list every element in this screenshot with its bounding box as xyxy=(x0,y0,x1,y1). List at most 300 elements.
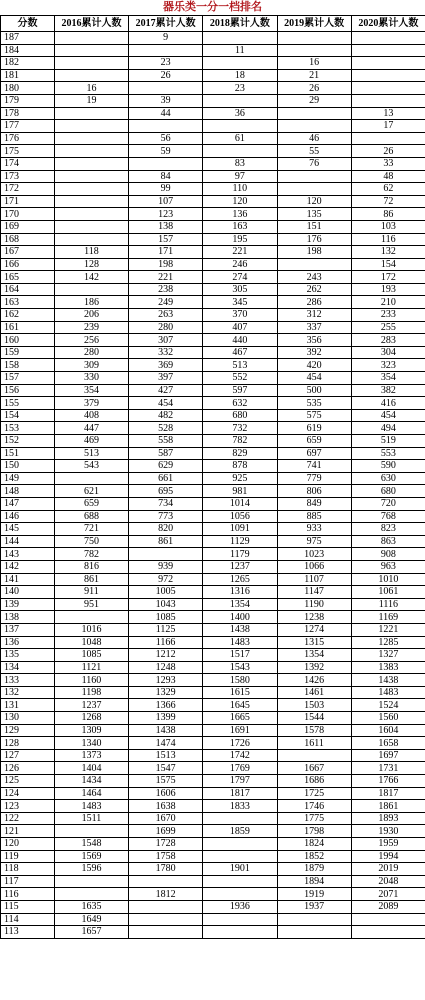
count-2018-cell[interactable]: 1237 xyxy=(203,560,277,573)
score-cell[interactable]: 120 xyxy=(1,838,55,851)
count-2018-cell[interactable]: 407 xyxy=(203,321,277,334)
header-2017[interactable]: 2017累计人数 xyxy=(129,16,203,32)
count-2018-cell[interactable]: 136 xyxy=(203,208,277,221)
count-2016-cell[interactable] xyxy=(55,888,129,901)
count-2016-cell[interactable]: 1404 xyxy=(55,762,129,775)
score-cell[interactable]: 187 xyxy=(1,32,55,45)
count-2017-cell[interactable]: 1606 xyxy=(129,787,203,800)
count-2018-cell[interactable]: 782 xyxy=(203,435,277,448)
count-2016-cell[interactable]: 309 xyxy=(55,359,129,372)
count-2020-cell[interactable] xyxy=(351,69,425,82)
count-2018-cell[interactable]: 829 xyxy=(203,447,277,460)
count-2020-cell[interactable]: 1010 xyxy=(351,573,425,586)
score-cell[interactable]: 173 xyxy=(1,170,55,183)
count-2018-cell[interactable] xyxy=(203,94,277,107)
count-2016-cell[interactable] xyxy=(55,183,129,196)
header-score[interactable]: 分数 xyxy=(1,16,55,32)
count-2018-cell[interactable]: 1179 xyxy=(203,548,277,561)
count-2016-cell[interactable]: 1464 xyxy=(55,787,129,800)
count-2020-cell[interactable]: 255 xyxy=(351,321,425,334)
score-cell[interactable]: 151 xyxy=(1,447,55,460)
count-2018-cell[interactable]: 274 xyxy=(203,271,277,284)
count-2017-cell[interactable]: 773 xyxy=(129,510,203,523)
count-2016-cell[interactable]: 128 xyxy=(55,258,129,271)
count-2019-cell[interactable] xyxy=(277,44,351,57)
count-2017-cell[interactable]: 1699 xyxy=(129,825,203,838)
count-2016-cell[interactable] xyxy=(55,132,129,145)
count-2020-cell[interactable]: 354 xyxy=(351,372,425,385)
count-2018-cell[interactable]: 305 xyxy=(203,283,277,296)
count-2018-cell[interactable]: 1014 xyxy=(203,497,277,510)
count-2019-cell[interactable]: 535 xyxy=(277,397,351,410)
count-2016-cell[interactable]: 186 xyxy=(55,296,129,309)
count-2017-cell[interactable]: 820 xyxy=(129,523,203,536)
count-2016-cell[interactable] xyxy=(55,145,129,158)
count-2016-cell[interactable] xyxy=(55,157,129,170)
score-cell[interactable]: 115 xyxy=(1,900,55,913)
count-2016-cell[interactable]: 1309 xyxy=(55,724,129,737)
count-2017-cell[interactable]: 1638 xyxy=(129,800,203,813)
count-2017-cell[interactable]: 1043 xyxy=(129,598,203,611)
count-2020-cell[interactable]: 1221 xyxy=(351,623,425,636)
count-2018-cell[interactable]: 1354 xyxy=(203,598,277,611)
count-2020-cell[interactable]: 1383 xyxy=(351,661,425,674)
count-2020-cell[interactable]: 1327 xyxy=(351,649,425,662)
count-2019-cell[interactable]: 1879 xyxy=(277,863,351,876)
count-2019-cell[interactable]: 619 xyxy=(277,422,351,435)
count-2018-cell[interactable]: 18 xyxy=(203,69,277,82)
count-2017-cell[interactable]: 1575 xyxy=(129,775,203,788)
count-2016-cell[interactable]: 1048 xyxy=(55,636,129,649)
count-2016-cell[interactable] xyxy=(55,233,129,246)
score-cell[interactable]: 181 xyxy=(1,69,55,82)
count-2016-cell[interactable]: 1511 xyxy=(55,812,129,825)
count-2018-cell[interactable] xyxy=(203,120,277,133)
count-2018-cell[interactable]: 632 xyxy=(203,397,277,410)
count-2018-cell[interactable]: 440 xyxy=(203,334,277,347)
score-cell[interactable]: 116 xyxy=(1,888,55,901)
count-2018-cell[interactable]: 1797 xyxy=(203,775,277,788)
count-2019-cell[interactable]: 356 xyxy=(277,334,351,347)
count-2017-cell[interactable]: 1474 xyxy=(129,737,203,750)
count-2016-cell[interactable]: 118 xyxy=(55,246,129,259)
count-2019-cell[interactable]: 76 xyxy=(277,157,351,170)
count-2018-cell[interactable]: 97 xyxy=(203,170,277,183)
count-2019-cell[interactable]: 312 xyxy=(277,309,351,322)
count-2019-cell[interactable]: 420 xyxy=(277,359,351,372)
count-2016-cell[interactable]: 1649 xyxy=(55,913,129,926)
score-cell[interactable]: 147 xyxy=(1,497,55,510)
count-2018-cell[interactable]: 11 xyxy=(203,44,277,57)
score-cell[interactable]: 153 xyxy=(1,422,55,435)
count-2016-cell[interactable]: 1635 xyxy=(55,900,129,913)
count-2016-cell[interactable]: 408 xyxy=(55,409,129,422)
count-2019-cell[interactable]: 29 xyxy=(277,94,351,107)
score-cell[interactable]: 140 xyxy=(1,586,55,599)
count-2020-cell[interactable]: 62 xyxy=(351,183,425,196)
count-2018-cell[interactable]: 1645 xyxy=(203,699,277,712)
count-2019-cell[interactable]: 1824 xyxy=(277,838,351,851)
count-2020-cell[interactable]: 193 xyxy=(351,283,425,296)
score-cell[interactable]: 144 xyxy=(1,535,55,548)
count-2020-cell[interactable] xyxy=(351,94,425,107)
count-2017-cell[interactable]: 1166 xyxy=(129,636,203,649)
count-2017-cell[interactable] xyxy=(129,44,203,57)
count-2020-cell[interactable]: 154 xyxy=(351,258,425,271)
count-2017-cell[interactable]: 26 xyxy=(129,69,203,82)
count-2019-cell[interactable]: 198 xyxy=(277,246,351,259)
count-2018-cell[interactable]: 1665 xyxy=(203,712,277,725)
count-2020-cell[interactable]: 1893 xyxy=(351,812,425,825)
count-2020-cell[interactable]: 210 xyxy=(351,296,425,309)
count-2017-cell[interactable]: 198 xyxy=(129,258,203,271)
count-2016-cell[interactable] xyxy=(55,120,129,133)
count-2019-cell[interactable]: 1578 xyxy=(277,724,351,737)
count-2019-cell[interactable]: 21 xyxy=(277,69,351,82)
count-2017-cell[interactable] xyxy=(129,548,203,561)
header-2020[interactable]: 2020累计人数 xyxy=(351,16,425,32)
count-2017-cell[interactable]: 59 xyxy=(129,145,203,158)
count-2016-cell[interactable]: 239 xyxy=(55,321,129,334)
count-2019-cell[interactable]: 1315 xyxy=(277,636,351,649)
count-2018-cell[interactable]: 597 xyxy=(203,384,277,397)
count-2020-cell[interactable]: 116 xyxy=(351,233,425,246)
count-2016-cell[interactable] xyxy=(55,611,129,624)
score-cell[interactable]: 141 xyxy=(1,573,55,586)
count-2020-cell[interactable]: 519 xyxy=(351,435,425,448)
count-2019-cell[interactable]: 1894 xyxy=(277,875,351,888)
count-2018-cell[interactable]: 1742 xyxy=(203,749,277,762)
count-2018-cell[interactable]: 1400 xyxy=(203,611,277,624)
score-cell[interactable]: 158 xyxy=(1,359,55,372)
count-2017-cell[interactable]: 629 xyxy=(129,460,203,473)
count-2020-cell[interactable]: 1560 xyxy=(351,712,425,725)
count-2019-cell[interactable]: 1852 xyxy=(277,850,351,863)
count-2019-cell[interactable]: 1503 xyxy=(277,699,351,712)
count-2016-cell[interactable] xyxy=(55,875,129,888)
count-2018-cell[interactable]: 1833 xyxy=(203,800,277,813)
count-2016-cell[interactable]: 1483 xyxy=(55,800,129,813)
score-cell[interactable]: 179 xyxy=(1,94,55,107)
score-cell[interactable]: 163 xyxy=(1,296,55,309)
count-2018-cell[interactable]: 110 xyxy=(203,183,277,196)
count-2017-cell[interactable]: 695 xyxy=(129,485,203,498)
score-cell[interactable]: 154 xyxy=(1,409,55,422)
count-2019-cell[interactable]: 741 xyxy=(277,460,351,473)
count-2019-cell[interactable]: 779 xyxy=(277,472,351,485)
count-2016-cell[interactable] xyxy=(55,208,129,221)
count-2019-cell[interactable]: 885 xyxy=(277,510,351,523)
count-2018-cell[interactable]: 221 xyxy=(203,246,277,259)
count-2020-cell[interactable]: 233 xyxy=(351,309,425,322)
count-2019-cell[interactable]: 849 xyxy=(277,497,351,510)
count-2018-cell[interactable] xyxy=(203,926,277,939)
count-2020-cell[interactable]: 48 xyxy=(351,170,425,183)
count-2018-cell[interactable]: 1483 xyxy=(203,636,277,649)
count-2020-cell[interactable]: 963 xyxy=(351,560,425,573)
count-2017-cell[interactable]: 238 xyxy=(129,283,203,296)
count-2020-cell[interactable]: 1697 xyxy=(351,749,425,762)
count-2016-cell[interactable] xyxy=(55,57,129,70)
count-2020-cell[interactable]: 1994 xyxy=(351,850,425,863)
score-cell[interactable]: 172 xyxy=(1,183,55,196)
count-2016-cell[interactable]: 447 xyxy=(55,422,129,435)
count-2019-cell[interactable] xyxy=(277,258,351,271)
count-2016-cell[interactable]: 750 xyxy=(55,535,129,548)
count-2018-cell[interactable]: 1438 xyxy=(203,623,277,636)
count-2019-cell[interactable]: 1746 xyxy=(277,800,351,813)
score-cell[interactable]: 129 xyxy=(1,724,55,737)
score-cell[interactable]: 139 xyxy=(1,598,55,611)
count-2018-cell[interactable]: 1091 xyxy=(203,523,277,536)
count-2016-cell[interactable]: 861 xyxy=(55,573,129,586)
count-2019-cell[interactable]: 1667 xyxy=(277,762,351,775)
score-cell[interactable]: 136 xyxy=(1,636,55,649)
count-2016-cell[interactable]: 688 xyxy=(55,510,129,523)
count-2020-cell[interactable]: 1604 xyxy=(351,724,425,737)
score-cell[interactable]: 133 xyxy=(1,674,55,687)
count-2020-cell[interactable]: 283 xyxy=(351,334,425,347)
score-cell[interactable]: 145 xyxy=(1,523,55,536)
score-cell[interactable]: 146 xyxy=(1,510,55,523)
score-cell[interactable]: 114 xyxy=(1,913,55,926)
count-2020-cell[interactable]: 494 xyxy=(351,422,425,435)
count-2017-cell[interactable]: 1005 xyxy=(129,586,203,599)
count-2018-cell[interactable]: 36 xyxy=(203,107,277,120)
count-2018-cell[interactable]: 1615 xyxy=(203,686,277,699)
count-2016-cell[interactable]: 816 xyxy=(55,560,129,573)
count-2017-cell[interactable] xyxy=(129,157,203,170)
count-2017-cell[interactable]: 44 xyxy=(129,107,203,120)
count-2017-cell[interactable]: 123 xyxy=(129,208,203,221)
count-2018-cell[interactable] xyxy=(203,812,277,825)
count-2016-cell[interactable]: 16 xyxy=(55,82,129,95)
count-2019-cell[interactable]: 1238 xyxy=(277,611,351,624)
count-2019-cell[interactable]: 26 xyxy=(277,82,351,95)
count-2020-cell[interactable]: 17 xyxy=(351,120,425,133)
count-2017-cell[interactable]: 661 xyxy=(129,472,203,485)
count-2018-cell[interactable]: 1769 xyxy=(203,762,277,775)
count-2016-cell[interactable]: 379 xyxy=(55,397,129,410)
score-cell[interactable]: 124 xyxy=(1,787,55,800)
count-2016-cell[interactable]: 951 xyxy=(55,598,129,611)
count-2019-cell[interactable]: 392 xyxy=(277,346,351,359)
count-2017-cell[interactable]: 9 xyxy=(129,32,203,45)
count-2016-cell[interactable]: 1434 xyxy=(55,775,129,788)
count-2016-cell[interactable]: 911 xyxy=(55,586,129,599)
count-2020-cell[interactable] xyxy=(351,32,425,45)
count-2020-cell[interactable]: 1524 xyxy=(351,699,425,712)
count-2017-cell[interactable]: 1513 xyxy=(129,749,203,762)
count-2016-cell[interactable] xyxy=(55,195,129,208)
count-2017-cell[interactable]: 39 xyxy=(129,94,203,107)
count-2016-cell[interactable]: 721 xyxy=(55,523,129,536)
count-2018-cell[interactable] xyxy=(203,888,277,901)
count-2016-cell[interactable]: 1085 xyxy=(55,649,129,662)
count-2020-cell[interactable]: 304 xyxy=(351,346,425,359)
count-2016-cell[interactable]: 621 xyxy=(55,485,129,498)
score-cell[interactable]: 170 xyxy=(1,208,55,221)
score-cell[interactable]: 131 xyxy=(1,699,55,712)
count-2018-cell[interactable]: 1316 xyxy=(203,586,277,599)
score-cell[interactable]: 161 xyxy=(1,321,55,334)
count-2020-cell[interactable]: 553 xyxy=(351,447,425,460)
count-2016-cell[interactable] xyxy=(55,283,129,296)
count-2020-cell[interactable]: 823 xyxy=(351,523,425,536)
score-cell[interactable]: 166 xyxy=(1,258,55,271)
count-2016-cell[interactable]: 1373 xyxy=(55,749,129,762)
count-2018-cell[interactable]: 370 xyxy=(203,309,277,322)
count-2019-cell[interactable]: 1919 xyxy=(277,888,351,901)
count-2017-cell[interactable]: 23 xyxy=(129,57,203,70)
count-2018-cell[interactable]: 981 xyxy=(203,485,277,498)
count-2018-cell[interactable]: 1543 xyxy=(203,661,277,674)
count-2017-cell[interactable]: 734 xyxy=(129,497,203,510)
count-2016-cell[interactable] xyxy=(55,44,129,57)
count-2019-cell[interactable]: 1611 xyxy=(277,737,351,750)
count-2019-cell[interactable]: 697 xyxy=(277,447,351,460)
count-2019-cell[interactable]: 1147 xyxy=(277,586,351,599)
count-2017-cell[interactable]: 558 xyxy=(129,435,203,448)
count-2020-cell[interactable]: 2071 xyxy=(351,888,425,901)
count-2019-cell[interactable]: 243 xyxy=(277,271,351,284)
count-2017-cell[interactable]: 1293 xyxy=(129,674,203,687)
count-2019-cell[interactable]: 1798 xyxy=(277,825,351,838)
count-2016-cell[interactable] xyxy=(55,220,129,233)
count-2016-cell[interactable] xyxy=(55,32,129,45)
score-cell[interactable]: 118 xyxy=(1,863,55,876)
count-2019-cell[interactable]: 1686 xyxy=(277,775,351,788)
count-2017-cell[interactable]: 482 xyxy=(129,409,203,422)
count-2018-cell[interactable]: 1129 xyxy=(203,535,277,548)
count-2018-cell[interactable]: 120 xyxy=(203,195,277,208)
score-cell[interactable]: 142 xyxy=(1,560,55,573)
count-2019-cell[interactable] xyxy=(277,170,351,183)
score-cell[interactable]: 143 xyxy=(1,548,55,561)
count-2016-cell[interactable] xyxy=(55,69,129,82)
count-2016-cell[interactable] xyxy=(55,107,129,120)
count-2018-cell[interactable]: 1056 xyxy=(203,510,277,523)
count-2017-cell[interactable]: 1780 xyxy=(129,863,203,876)
count-2019-cell[interactable]: 1426 xyxy=(277,674,351,687)
count-2017-cell[interactable]: 427 xyxy=(129,384,203,397)
count-2018-cell[interactable]: 680 xyxy=(203,409,277,422)
count-2018-cell[interactable]: 878 xyxy=(203,460,277,473)
score-cell[interactable]: 119 xyxy=(1,850,55,863)
count-2018-cell[interactable] xyxy=(203,875,277,888)
score-cell[interactable]: 127 xyxy=(1,749,55,762)
score-cell[interactable]: 117 xyxy=(1,875,55,888)
count-2019-cell[interactable]: 176 xyxy=(277,233,351,246)
count-2020-cell[interactable]: 1483 xyxy=(351,686,425,699)
count-2019-cell[interactable] xyxy=(277,926,351,939)
count-2018-cell[interactable] xyxy=(203,145,277,158)
count-2019-cell[interactable]: 1107 xyxy=(277,573,351,586)
count-2017-cell[interactable]: 1125 xyxy=(129,623,203,636)
count-2018-cell[interactable]: 732 xyxy=(203,422,277,435)
count-2018-cell[interactable]: 925 xyxy=(203,472,277,485)
score-cell[interactable]: 162 xyxy=(1,309,55,322)
count-2019-cell[interactable]: 1190 xyxy=(277,598,351,611)
count-2019-cell[interactable]: 1937 xyxy=(277,900,351,913)
count-2018-cell[interactable]: 1901 xyxy=(203,863,277,876)
count-2016-cell[interactable]: 1121 xyxy=(55,661,129,674)
count-2017-cell[interactable]: 107 xyxy=(129,195,203,208)
score-cell[interactable]: 134 xyxy=(1,661,55,674)
count-2019-cell[interactable] xyxy=(277,183,351,196)
count-2019-cell[interactable]: 1725 xyxy=(277,787,351,800)
count-2016-cell[interactable]: 782 xyxy=(55,548,129,561)
score-cell[interactable]: 137 xyxy=(1,623,55,636)
score-cell[interactable]: 182 xyxy=(1,57,55,70)
count-2017-cell[interactable]: 587 xyxy=(129,447,203,460)
count-2016-cell[interactable]: 280 xyxy=(55,346,129,359)
count-2020-cell[interactable] xyxy=(351,913,425,926)
count-2020-cell[interactable]: 590 xyxy=(351,460,425,473)
count-2018-cell[interactable] xyxy=(203,850,277,863)
count-2017-cell[interactable]: 454 xyxy=(129,397,203,410)
count-2019-cell[interactable]: 16 xyxy=(277,57,351,70)
count-2020-cell[interactable]: 72 xyxy=(351,195,425,208)
count-2020-cell[interactable]: 2019 xyxy=(351,863,425,876)
count-2018-cell[interactable]: 467 xyxy=(203,346,277,359)
count-2020-cell[interactable]: 1438 xyxy=(351,674,425,687)
count-2017-cell[interactable] xyxy=(129,900,203,913)
count-2016-cell[interactable]: 256 xyxy=(55,334,129,347)
count-2017-cell[interactable]: 249 xyxy=(129,296,203,309)
count-2020-cell[interactable]: 132 xyxy=(351,246,425,259)
score-cell[interactable]: 128 xyxy=(1,737,55,750)
score-cell[interactable]: 174 xyxy=(1,157,55,170)
count-2018-cell[interactable]: 1859 xyxy=(203,825,277,838)
count-2016-cell[interactable]: 1237 xyxy=(55,699,129,712)
count-2018-cell[interactable]: 1817 xyxy=(203,787,277,800)
count-2019-cell[interactable]: 1066 xyxy=(277,560,351,573)
score-cell[interactable]: 157 xyxy=(1,372,55,385)
count-2017-cell[interactable]: 1085 xyxy=(129,611,203,624)
score-cell[interactable]: 135 xyxy=(1,649,55,662)
count-2019-cell[interactable]: 46 xyxy=(277,132,351,145)
score-cell[interactable]: 138 xyxy=(1,611,55,624)
count-2018-cell[interactable]: 1265 xyxy=(203,573,277,586)
count-2020-cell[interactable]: 1658 xyxy=(351,737,425,750)
count-2020-cell[interactable]: 382 xyxy=(351,384,425,397)
count-2016-cell[interactable]: 1569 xyxy=(55,850,129,863)
count-2019-cell[interactable]: 120 xyxy=(277,195,351,208)
score-cell[interactable]: 178 xyxy=(1,107,55,120)
score-cell[interactable]: 155 xyxy=(1,397,55,410)
count-2017-cell[interactable]: 138 xyxy=(129,220,203,233)
count-2016-cell[interactable]: 19 xyxy=(55,94,129,107)
count-2019-cell[interactable]: 337 xyxy=(277,321,351,334)
count-2018-cell[interactable]: 163 xyxy=(203,220,277,233)
count-2019-cell[interactable]: 1274 xyxy=(277,623,351,636)
count-2019-cell[interactable]: 262 xyxy=(277,283,351,296)
count-2020-cell[interactable]: 768 xyxy=(351,510,425,523)
count-2017-cell[interactable]: 861 xyxy=(129,535,203,548)
count-2017-cell[interactable] xyxy=(129,875,203,888)
count-2019-cell[interactable]: 1775 xyxy=(277,812,351,825)
count-2017-cell[interactable]: 84 xyxy=(129,170,203,183)
count-2018-cell[interactable]: 246 xyxy=(203,258,277,271)
count-2017-cell[interactable]: 1547 xyxy=(129,762,203,775)
count-2016-cell[interactable]: 1340 xyxy=(55,737,129,750)
count-2016-cell[interactable]: 1198 xyxy=(55,686,129,699)
score-cell[interactable]: 175 xyxy=(1,145,55,158)
count-2016-cell[interactable]: 206 xyxy=(55,309,129,322)
count-2017-cell[interactable]: 1438 xyxy=(129,724,203,737)
score-cell[interactable]: 167 xyxy=(1,246,55,259)
